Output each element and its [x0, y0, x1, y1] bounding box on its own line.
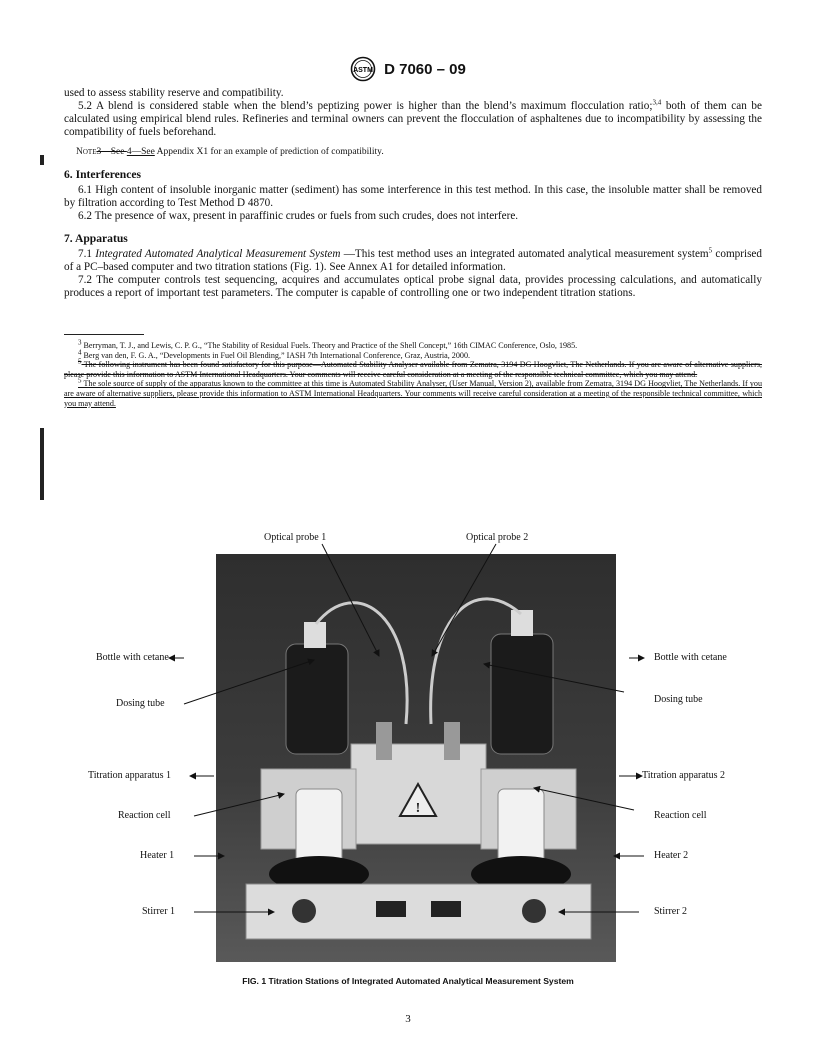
svg-text:!: !: [415, 801, 421, 816]
label-dosing-left: Dosing tube: [116, 698, 165, 709]
svg-text:ASTM: ASTM: [353, 67, 374, 74]
page-header: [0, 56, 816, 82]
label-dosing-right: Dosing tube: [654, 694, 703, 705]
label-optical-probe-2: Optical probe 2: [466, 532, 529, 543]
body-text: [64, 87, 762, 408]
label-titration-right: Titration apparatus 2: [642, 770, 725, 781]
document-id: D 7060 – 09: [384, 60, 466, 78]
page-number: 3: [405, 1013, 411, 1025]
label-stirrer-1: Stirrer 1: [142, 906, 176, 917]
figure-1: [64, 524, 762, 964]
footnote-3: $^3$ Berryman, T. J., and Lewis, C. P. G., “The Stability of Residual Fuels. Theory and Practice of the Shell Concept,” 16th CIMAC Conference, Oslo, 1985.: [78, 338, 578, 350]
label-optical-probe-1: Optical probe 1: [264, 532, 327, 543]
label-bottle-left: Bottle with cetane: [96, 652, 169, 663]
label-reaction-left: Reaction cell: [118, 810, 171, 821]
paragraph-6-1: 6.1 High content of insoluble inorganic matter (sediment) has some interference in this test method. In this case, the insoluble matter shall be removed by filtration according to Test Method D 4870.: [64, 184, 762, 209]
footnote-rule: [64, 334, 144, 335]
astm-logo: [350, 56, 376, 82]
paragraph-6-2: 6.2 The presence of wax, present in paraffinic crudes or fuels from such crudes, does not interfere.: [78, 210, 519, 222]
paragraph-continued: used to assess stability reserve and compatibility.: [64, 87, 284, 99]
figure-caption: FIG. 1 Titration Stations of Integrated Automated Analytical Measurement System: [242, 976, 574, 986]
change-bar-footnote: [40, 428, 44, 500]
change-bar-note: [40, 155, 44, 165]
label-stirrer-2: Stirrer 2: [654, 906, 688, 917]
label-heater-2: Heater 2: [654, 850, 689, 861]
callout-arrows: [64, 524, 762, 964]
paragraph-5-2: 5.2 A blend is considered stable when the blend’s peptizing power is higher than the blend’s maximum flocculation ratio;$^{3,4}$ both of them can be calculated using empirical blend rules. Refineries and terminal owners can prevent the flocculation of asphaltenes due to incompatibility by assessing the compatibility of fuels beforehand.: [64, 98, 762, 138]
label-bottle-right: Bottle with cetane: [654, 652, 727, 663]
paragraph-7-1: 7.1 Integrated Automated Analytical Measurement System —This test method uses an integrated automated analytical measurement system$^5$ comprised of a PC–based computer and two titration stations (Fig. 1). See Annex A1 for detailed information.: [64, 246, 762, 273]
note-4: Note3—See 4—See Appendix X1 for an example of prediction of compatibility.: [76, 147, 384, 157]
paragraph-7-2: 7.2 The computer controls test sequencing, acquires and accumulates optical probe signal data, provides processing calculations, and automatically produces a report of important test parameters. The computer is capable of controlling one or two independent titration stations.: [64, 274, 762, 299]
footnote-5-deleted: $^5$ The following instrument has been found satisfactory for this purpose—Automated Stability Analyser available from Zematra, 3194 DG Hoogvliet, The Netherlands. If you are aware of alternative suppliers, please provide this information to ASTM International Headquarters. Your comments will receive careful consideration at a meeting of the responsible technical committee, which you may attend.: [64, 357, 762, 379]
label-heater-1: Heater 1: [140, 850, 175, 861]
section-6-heading: 6. Interferences: [64, 168, 142, 181]
footnote-4: $^4$ Berg van den, F. G. A., “Developments in Fuel Oil Blending,” IASH 7th International Conference, Graz, Austria, 2000.: [78, 347, 471, 360]
footnote-5-inserted: $^5$ The sole source of supply of the apparatus known to the committee at this time is Automated Stability Analyser, (User Manual, Version 2), available from Zematra, 3194 DG Hoogvliet, The Netherlands. If you are aware of alternative suppliers, please provide this information to ASTM International Headquarters. Your comments will receive careful consideration at a meeting of the responsible technical committee, which you may attend.: [64, 376, 762, 408]
label-reaction-right: Reaction cell: [654, 810, 707, 821]
section-7-heading: 7. Apparatus: [64, 232, 128, 245]
label-titration-left: Titration apparatus 1: [88, 770, 171, 781]
